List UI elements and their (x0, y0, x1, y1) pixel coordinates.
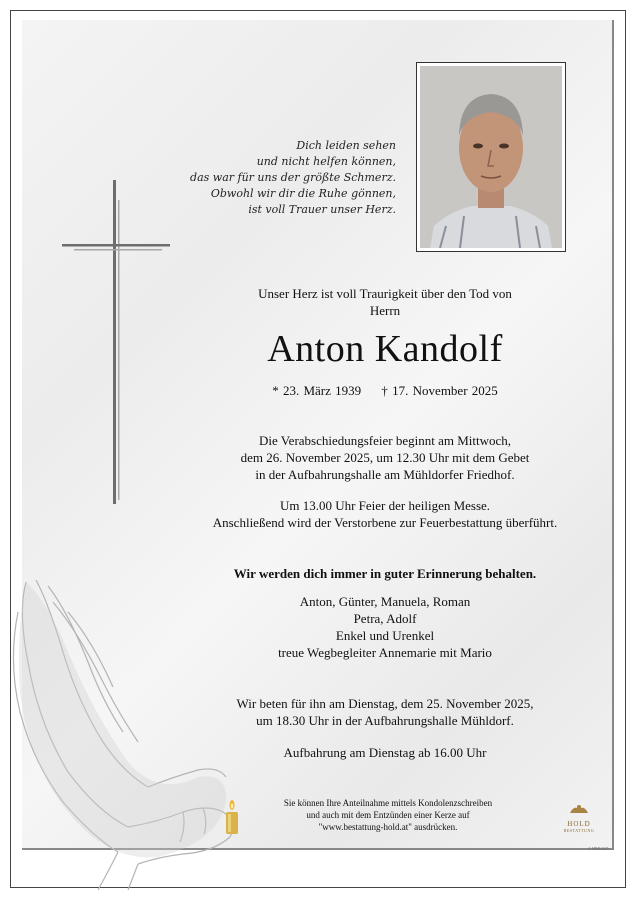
praying-hands-icon (8, 572, 248, 892)
mass-line: Anschließend wird der Verstorbene zur Feuerbestattung überführt. (212, 515, 558, 530)
funeral-home-logo (556, 802, 602, 833)
mass-line: Um 13.00 Uhr Feier der heiligen Messe. (279, 498, 491, 513)
footer-line: "www.bestattung-hold.at" ausdrücken. (318, 822, 458, 832)
intro-line: Unser Herz ist voll Traurigkeit über den Tod von (258, 286, 512, 301)
ceremony-text (200, 432, 570, 483)
family-line: treue Wegbegleiter Annemarie mit Mario (278, 645, 492, 660)
death-date: † 17. November 2025 (381, 383, 498, 398)
poem (190, 138, 396, 218)
poem-line: das war für uns der größte Schmerz. (190, 171, 396, 184)
deceased-name: Anton Kandolf (267, 328, 503, 370)
ceremony-line: in der Aufbahrungshalle am Mühldorfer Friedhof. (255, 467, 515, 482)
intro-line: Herrn (369, 303, 401, 318)
cross-icon (62, 180, 172, 510)
print-code: © HBP 2025 (588, 846, 609, 851)
prayer-line: Wir beten für ihn am Dienstag, dem 25. November 2025, (236, 696, 534, 711)
logo-name: HOLD (567, 820, 591, 828)
intro-text (200, 285, 570, 319)
condolence-note (248, 797, 528, 833)
ceremony-line: Die Verabschiedungsfeier beginnt am Mittwoch, (258, 433, 512, 448)
family-line: Petra, Adolf (353, 611, 417, 626)
mass-text (200, 497, 570, 531)
memory-text: Wir werden dich immer in guter Erinnerung behalten. (233, 566, 537, 581)
family-line: Anton, Günter, Manuela, Roman (299, 594, 471, 609)
candle-icon (222, 800, 242, 836)
birth-date: * 23. März 1939 (272, 383, 362, 398)
life-dates (200, 382, 570, 400)
poem-line: Obwohl wir dir die Ruhe gönnen, (210, 187, 396, 200)
family-list (200, 593, 570, 661)
family-line: Enkel und Urenkel (335, 628, 435, 643)
prayer-text (200, 695, 570, 729)
footer-line: und auch mit dem Entzünden einer Kerze auf (306, 810, 470, 820)
logo-subtitle: BESTATTUNG (563, 828, 595, 833)
portrait-photo (416, 62, 566, 252)
poem-line: ist voll Trauer unser Herz. (248, 203, 396, 216)
poem-line: Dich leiden sehen (296, 139, 396, 152)
ceremony-line: dem 26. November 2025, um 12.30 Uhr mit dem Gebet (240, 450, 530, 465)
logo-emblem-icon (568, 803, 590, 815)
prayer-line: um 18.30 Uhr in der Aufbahrungshalle Mühldorf. (256, 713, 514, 728)
poem-line: und nicht helfen können, (256, 155, 396, 168)
footer-line: Sie können Ihre Anteilnahme mittels Kondolenzschreiben (283, 798, 493, 808)
viewing-text: Aufbahrung am Dienstag ab 16.00 Uhr (283, 745, 487, 760)
